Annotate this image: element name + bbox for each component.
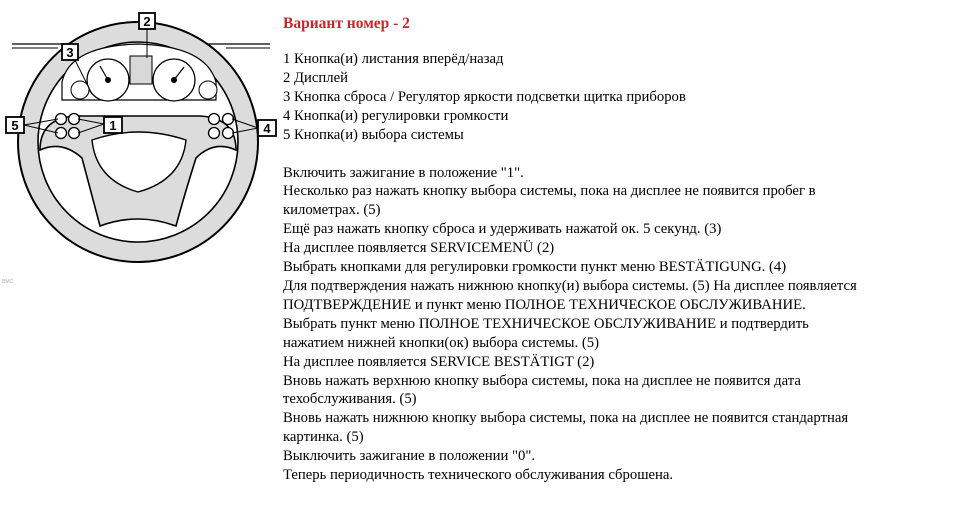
legend-item: 2 Дисплей — [283, 69, 348, 86]
instruction-line: Выключить зажигание в положении "0". — [283, 448, 536, 465]
instructions-column — [283, 14, 953, 485]
svg-text:2: 2 — [143, 14, 151, 29]
legend-item: 5 Кнопка(и) выбора системы — [283, 126, 464, 143]
legend-item: 3 Кнопка сброса / Регулятор яркости подсветки щитка приборов — [283, 88, 686, 105]
svg-text:3: 3 — [66, 45, 74, 60]
instruction-line: Ещё раз нажать кнопку сброса и удерживать нажатой ок. 5 секунд. (3) — [283, 221, 722, 238]
instruction-line: Вновь нажать нижнюю кнопку выбора системы, пока на дисплее не появится стандартная — [283, 410, 849, 427]
instruction-line: Для подтверждения нажать нижнюю кнопку(и) выбора системы. (5) На дисплее появляется — [283, 277, 857, 294]
instruction-line: На дисплее появляется SERVICEMENÜ (2) — [283, 240, 555, 257]
instruction-line: Включить зажигание в положение "1". — [283, 164, 524, 181]
svg-text:4: 4 — [263, 121, 271, 136]
instruction-line: Выбрать кнопками для регулировки громкости пункт меню BESTÄTIGUNG. (4) — [283, 259, 787, 276]
legend-item: 1 Кнопка(и) листания вперёд/назад — [283, 51, 504, 67]
instruction-line: ПОДТВЕРЖДЕНИЕ и пункт меню ПОЛНОЕ ТЕХНИЧЕСКОЕ ОБСЛУЖИВАНИЕ. — [283, 296, 806, 313]
callout-3 — [62, 44, 78, 60]
instruction-line: техобслуживания. (5) — [283, 391, 417, 408]
watermark-text: BMC — [2, 279, 14, 285]
instruction-line: Несколько раз нажать кнопку выбора системы, пока на дисплее не появится пробег в — [283, 183, 816, 200]
svg-text:5: 5 — [11, 118, 19, 133]
instruction-line: На дисплее появляется SERVICE BESTÄTIGT (2) — [283, 353, 595, 370]
legend-list — [283, 50, 953, 145]
callout-4 — [258, 120, 276, 136]
page-title: Вариант номер - 2 — [283, 15, 410, 32]
callout-2 — [139, 13, 155, 29]
legend-item: 4 Кнопка(и) регулировки громкости — [283, 107, 509, 124]
callout-1 — [104, 117, 122, 133]
svg-text:1: 1 — [109, 118, 117, 133]
instruction-steps — [283, 164, 953, 485]
instruction-line: километрах. (5) — [283, 202, 381, 219]
steering-wheel-diagram — [0, 0, 280, 270]
instruction-line: нажатием нижней кнопки(ок) выбора системы. (5) — [283, 334, 599, 351]
instruction-line: Теперь периодичность технического обслуживания сброшена. — [283, 467, 674, 484]
instruction-line: Выбрать пункт меню ПОЛНОЕ ТЕХНИЧЕСКОЕ ОБСЛУЖИВАНИЕ и подтвердить — [283, 315, 809, 332]
instruction-line: Вновь нажать верхнюю кнопку выбора системы, пока на дисплее не появится дата — [283, 372, 801, 389]
instruction-line: картинка. (5) — [283, 429, 364, 446]
callout-5 — [6, 117, 24, 133]
